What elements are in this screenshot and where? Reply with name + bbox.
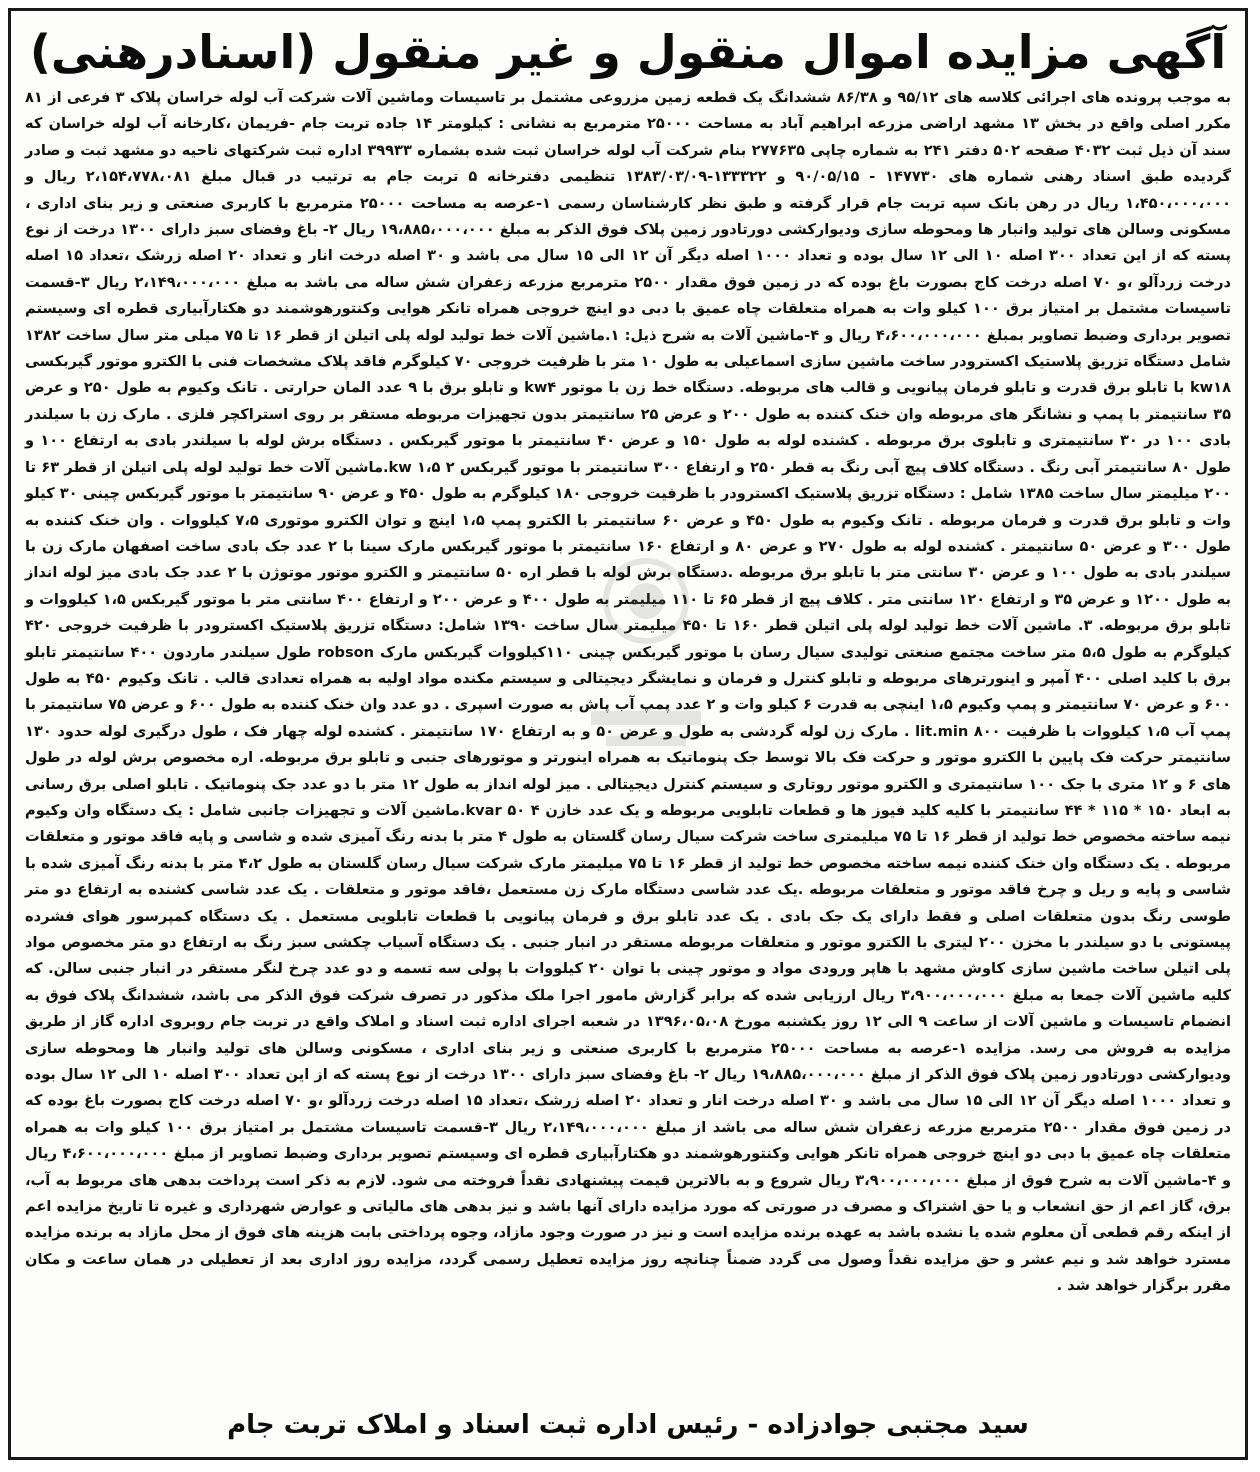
notice-title: آگهی مزایده اموال منقول و غیر منقول (اسنادرهنی) (29, 25, 1227, 79)
notice-frame (8, 8, 1248, 1460)
notice-body: به موجب پرونده های اجرائی کلاسه های ۹۵/۱۲ و ۸۶/۳۸ ششدانگ یک قطعه زمین مزروعی مشتمل بر تاسیسات وماشین آلات شرکت آب لوله خراسان پلاک ۳ فرعی از ۸۱ مکرر اصلی واقع در بخش ۱۳ مشهد اراضی مزرعه ابراهیم آباد به مساحت ۲۵۰۰۰ مترمربع به نشانی : کیلومتر ۱۴ جاده تربت جام -فریمان ،کارخانه آب لوله خراسان که سند آن ذیل ثبت ۴۰۳۲ صفحه ۵۰۲ دفتر ۲۴۱ به شماره چاپی ۲۷۷۶۳۵ بنام شرکت آب لوله خراسان ثبت شده بشماره ۳۹۹۳۳ اداره ثبت شرکتهای ناحیه دو مشهد ثبت و صادر گردیده طبق اسناد رهنی شماره های ۱۴۷۷۳۰ - ۹۰/۰۵/۱۵ و ۱۳۳۳۲۲-۱۳۸۳/۰۳/۰۹ تنظیمی دفترخانه ۵ تربت جام به ترتیب در قبال مبلغ ۲،۱۵۴،۷۷۸،۰۸۱ ریال و ۱،۴۵۰،۰۰۰،۰۰۰ ریال در رهن بانک سپه تربت جام قرار گرفته و طبق نظر کارشناسان رسمی ۱-عرصه به مساحت ۲۵۰۰۰ مترمربع با کاربری صنعتی و زیر بنای اداری ، مسکونی وسالن های تولید وانبار ها ومحوطه سازی ودیوارکشی دورتادور زمین پلاک فوق الذکر به مبلغ ۱۹،۸۸۵،۰۰۰،۰۰۰ ریال ۲- باغ وفضای سبز دارای ۱۳۰۰ درخت از نوع پسته که از این تعداد ۳۰۰ اصله ۱۰ الی ۱۲ سال بوده و تعداد ۱۰۰۰ اصله دیگر آن ۱۲ الی ۱۵ سال می باشد و ۳۰ اصله درخت انار و تعداد ۲۰ اصله زرشک ،تعداد ۱۵ اصله درخت زردآلو ،و ۷۰ اصله درخت کاج بصورت باغ بوده که در زمین فوق مقدار ۲۵۰۰ مترمربع مزرعه زعفران شش ساله می باشد به مبلغ ۲،۱۴۹،۰۰۰،۰۰۰ ریال ۳-قسمت تاسیسات مشتمل بر امتیاز برق ۱۰۰ کیلو وات به همراه متعلقات چاه عمیق با دبی دو اینچ خروجی همراه تانکر هوایی وکنتورهوشمند دو هکتارآبیاری قطره ای وسیستم تصویر برداری وضبط تصاویر بمبلغ ۴،۶۰۰،۰۰۰،۰۰۰ ریال و ۴-ماشین آلات به شرح ذیل: ۱.ماشین آلات خط تولید لوله پلی اتیلن از قطر ۱۶ تا ۷۵ میلی متر سال ساخت ۱۳۸۲ شامل دستگاه تزریق پلاستیک اکسترودر ساخت ماشین سازی اسماعیلی به طول ۱۰ متر با ظرفیت خروجی ۷۰ کیلوگرم فاقد پلاک مشخصات فنی با الکترو موتور گیربکسی kw۱۸ با تابلو برق قدرت و تابلو فرمان پیانویی و قالب های مربوطه. دستگاه خط زن با موتور kw۴ و تابلو برق با ۹ عدد المان حرارتی . تانک وکیوم به طول ۲۵۰ و عرض ۳۵ سانتیمتر با پمپ و نشانگر های مربوطه وان خنک کننده به طول ۲۰۰ و عرض ۲۵ سانتیمتر بدون تجهیزات مربوطه مستقر بر روی استراکچر فلزی . مارک زن با سیلندر بادی ۱۰۰ در ۳۰ سانتیمتری و تابلوی برق مربوطه . کشنده لوله به طول ۱۵۰ و عرض ۴۰ سانتیمتر با موتور گیربکس . دستگاه برش لوله با سیلندر بادی به ارتفاع ۱۰۰ و طول ۸۰ سانتیمتر آبی رنگ . دستگاه کلاف پیچ آبی رنگ به قطر ۲۵۰ و ارتفاع ۳۰۰ سانتیمتر با موتور گیربکس kw ۱،۵ ۲.ماشین آلات خط تولید لوله پلی اتیلن از قطر ۶۳ تا ۲۰۰ میلیمتر سال ساخت ۱۳۸۵ شامل : دستگاه تزریق پلاستیک اکسترودر با ظرفیت خروجی ۱۸۰ کیلوگرم به طول ۴۵۰ و عرض ۹۰ سانتیمتر با موتور گیربکس چینی ۳۰ کیلو وات و تابلو برق قدرت و فرمان مربوطه . تانک وکیوم به طول ۴۵۰ و عرض ۶۰ سانتیمتر با الکترو پمپ ۱،۵ اینچ و توان الکترو موتوری ۷،۵ کیلووات . وان خنک کننده به طول ۳۰۰ و عرض ۵۰ سانتیمتر . کشنده لوله به طول ۲۷۰ و عرض ۸۰ و ارتفاع ۱۶۰ سانتیمتر با موتور گیربکس مارک سینا با ۲ عدد جک بادی ساخت اصفهان مارک زن با سیلندر بادی به طول ۱۰۰ و عرض ۳۰ سانتی متر با تابلو برق مربوطه .دستگاه برش لوله با قطر اره ۵۰ سانتیمتر و الکترو موتور موتوژن با ۲ عدد جک بادی میز لوله انداز به طول ۱۲۰۰ و عرض ۳۵ و ارتفاع ۱۲۰ سانتی متر . کلاف پیچ از قطر ۶۵ تا ۱۱۰ میلیمتر به طول ۴۰۰ و عرض ۲۰۰ و ارتفاع ۴۰۰ سانتی متر با موتور گیربکس ۱،۵ کیلووات و تابلو برق مربوطه. ۳. ماشین آلات خط تولید لوله پلی اتیلن قطر ۱۶۰ تا ۴۵۰ میلیمتر سال ساخت ۱۳۹۰ شامل: دستگاه تزریق پلاستیک اکسترودر با ظرفیت خروجی ۴۲۰ کیلوگرم به طول ۵،۵ متر ساخت مجتمع صنعتی تولیدی سیال رسان با موتور گیربکس چینی ۱۱۰کیلووات گیربکس مارک robson طول سیلندر ماردون ۴۰۰ سانتیمتر تابلو برق با کلید اصلی ۴۰۰ آمپر و اینورترهای مربوطه و تابلو کنترل و فرمان و نمایشگر دیجیتالی و سیستم مکنده مواد اولیه به همراه تعدادی قالب . تانک وکیوم ۴۵۰ به طول ۶۰۰ و عرض ۷۰ سانتیمتر و پمپ وکیوم ۱،۵ اینچی به قدرت ۶ کیلو وات و ۲ عدد پمپ آب پاش به صورت اسپری . دو عدد وان خنک کننده به طول ۶۰۰ و عرض ۷۵ سانتیمتر با پمپ آب ۱،۵ کیلووات با ظرفیت ۸۰۰ lit.min . مارک زن لوله گردشی به طول و عرض ۵۰ و به ارتفاع ۱۷۰ سانتیمتر . کشنده لوله چهار فک ، طول درگیری لوله حدود ۱۳۰ سانتیمتر حرکت فک پایین با الکترو موتور و حرکت فک بالا توسط جک پنوماتیک به همراه اینورتر و موتورهای جنبی و تابلو برق مربوطه. اره مخصوص برش لوله در طول های ۶ و ۱۲ متری با جک ۱۰۰ سانتیمتری و الکترو موتور روتاری و سیستم کنترل دیجیتالی . میز لوله انداز به طول ۱۲ متر با دو عدد جک پنوماتیک . تابلو اصلی برق رسانی به ابعاد ۱۵۰ * ۱۱۵ * ۴۴ سانتیمتر با کلیه کلید فیوز ها و قطعات تابلویی مربوطه و یک عدد خازن kvar ۵۰ ۴.ماشین آلات و تجهیزات جانبی شامل : یک دستگاه وان وکیوم نیمه ساخته مخصوص خط تولید از قطر ۱۶ تا ۷۵ میلیمتری ساخت شرکت سیال رسان گلستان به طول ۴ متر با بدنه رنگ آمیزی شده و شاسی و پایه فاقد موتور و متعلقات مربوطه . یک دستگاه وان خنک کننده نیمه ساخته مخصوص خط تولید از قطر ۱۶ تا ۷۵ میلیمتر مارک شرکت سیال رسان گلستان به طول ۴،۲ متر با بدنه رنگ آمیزی شده با شاسی و پایه و ریل و چرخ فاقد موتور و متعلقات مربوطه .یک عدد شاسی دستگاه مارک زن مستعمل ،فاقد موتور و متعلقات . یک عدد شاسی کشنده به ارتفاع دو متر طوسی رنگ بدون متعلقات اصلی و فقط دارای یک جک بادی . یک عدد تابلو برق و فرمان پیانویی با قطعات تابلویی مستعمل . یک دستگاه کمپرسور هوای فشرده پیستونی با دو سیلندر با مخزن ۲۰۰ لیتری با الکترو موتور و متعلقات مربوطه مستقر در انبار جنبی . یک دستگاه آسیاب چکشی سبز رنگ به ارتفاع دو متر مخصوص مواد پلی اتیلن ساخت ماشین سازی کاوش مشهد با هاپر ورودی مواد و موتور چینی با توان ۲۰ کیلووات با پولی سه تسمه و دو عدد چرخ لنگر مستقر در انبار جنبی سالن. که کلیه ماشین آلات جمعا به مبلغ ۳،۹۰۰،۰۰۰،۰۰۰ ریال ارزیابی شده که برابر گزارش مامور اجرا ملک مذکور در تصرف شرکت فوق الذکر می باشد، ششدانگ پلاک فوق به انضمام تاسیسات و ماشین آلات از ساعت ۹ الی ۱۲ روز یکشنبه مورخ ۱۳۹۶،۰۵،۰۸ در شعبه اجرای اداره ثبت اسناد و املاک واقع در تربت جام روبروی اداره گاز از طریق مزایده به فروش می رسد. مزایده ۱-عرصه به مساحت ۲۵۰۰۰ مترمربع با کاربری صنعتی و زیر بنای اداری ، مسکونی وسالن های تولید وانبار ها ومحوطه سازی ودیوارکشی دورتادور زمین پلاک فوق الذکر از مبلغ ۱۹،۸۸۵،۰۰۰،۰۰۰ ریال ۲- باغ وفضای سبز دارای ۱۳۰۰ درخت از نوع پسته که از این تعداد ۳۰۰ اصله ۱۰ الی ۱۲ سال بوده و تعداد ۱۰۰۰ اصله دیگر آن ۱۲ الی ۱۵ سال می باشد و ۳۰ اصله درخت انار و تعداد ۲۰ اصله زرشک ،تعداد ۱۵ اصله درخت زردآلو ،و ۷۰ اصله درخت کاج بصورت باغ بوده که در زمین فوق مقدار ۲۵۰۰ مترمربع مزرعه زعفران شش ساله می باشد از مبلغ ۲،۱۴۹،۰۰۰،۰۰۰ ریال ۳-قسمت تاسیسات مشتمل بر امتیاز برق ۱۰۰ کیلو وات به همراه متعلقات چاه عمیق با دبی دو اینچ خروجی همراه تانکر هوایی وکنتورهوشمند دو هکتارآبیاری قطره ای وسیستم تصویر برداری وضبط تصاویر از مبلغ ۴،۶۰۰،۰۰۰،۰۰۰ ریال و ۴-ماشین آلات به شرح فوق از مبلغ ۳،۹۰۰،۰۰۰،۰۰۰ ریال شروع و به بالاترین قیمت پیشنهادی نقداً فروخته می شود. لازم به ذکر است پرداخت بدهی های مربوط به آب، برق، گاز اعم از حق انشعاب و یا حق اشتراک و مصرف در صورتی که مورد مزایده دارای آنها باشد و نیز بدهی های مالیاتی و عوارض شهرداری و غیره تا تاریخ مزایده اعم از اینکه رقم قطعی آن معلوم شده یا نشده باشد به عهده برنده مزایده است و نیز در صورت وجود مازاد، وجوه پرداختی بابت هزینه های فوق از محل مازاد به برنده مزایده مسترد خواهد شد و نیم عشر و حق مزایده نقداً وصول می گردد ضمناً چنانچه روز مزایده تعطیل رسمی گردد، مزایده روز اداری بعد از تعطیلی در همان ساعت و مکان مقرر برگزار خواهد شد . (25, 89, 1232, 1295)
notice-signature: سید مجتبی جوادزاده - رئیس اداره ثبت اسناد و املاک تربت جام (227, 1410, 1029, 1440)
